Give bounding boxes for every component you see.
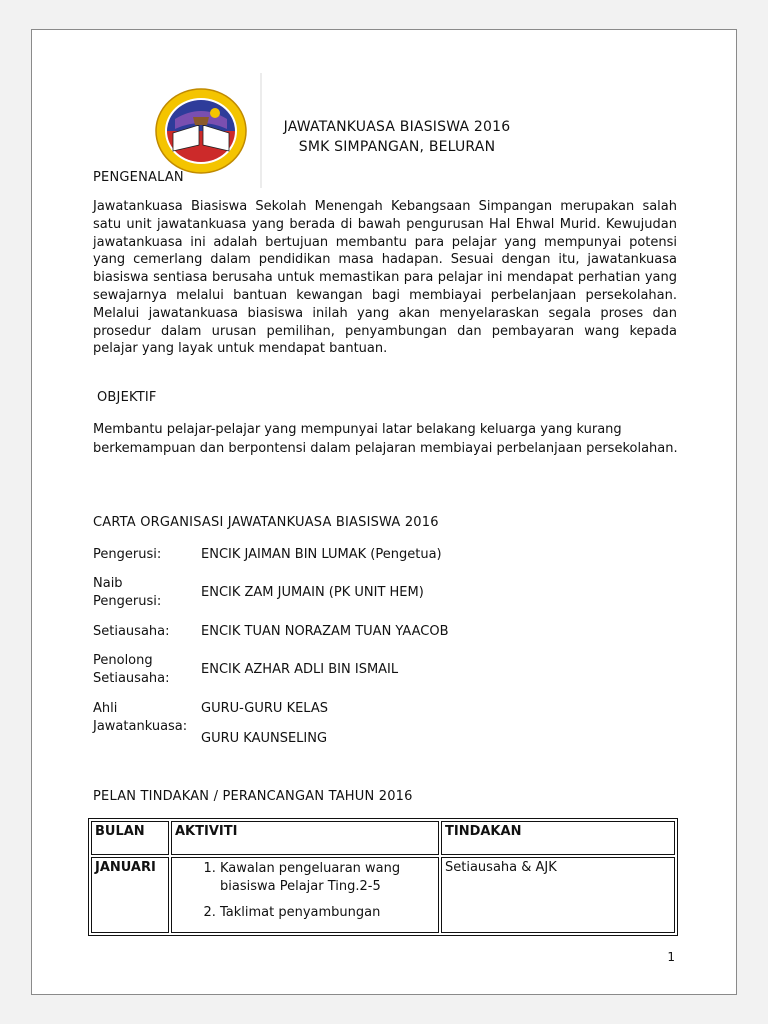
org-label-penolong-setiausaha bbox=[93, 652, 170, 688]
org-label-naib-pengerusi bbox=[93, 575, 161, 611]
org-label-line: Ahli bbox=[93, 701, 118, 716]
header-title-line1: JAWATANKUASA BIASISWA 2016 bbox=[283, 119, 511, 135]
org-value-ahli-line2: GURU KAUNSELING bbox=[201, 731, 328, 746]
org-label-line: Penolong bbox=[93, 653, 153, 668]
org-label-pengerusi: Pengerusi: bbox=[93, 547, 162, 562]
list-item: 2. Taklimat penyambungan bbox=[220, 904, 435, 922]
activity-list bbox=[175, 860, 435, 922]
column-header-tindakan: TINDAKAN bbox=[441, 821, 675, 855]
pengenalan-heading: PENGENALAN bbox=[93, 170, 184, 185]
org-value-ahli-line1: GURU-GURU KELAS bbox=[201, 701, 328, 716]
org-value-pengerusi: ENCIK JAIMAN BIN LUMAK (Pengetua) bbox=[201, 547, 442, 562]
document-header bbox=[232, 117, 562, 157]
pengenalan-body: Jawatankuasa Biasiswa Sekolah Menengah Kebangsaan Simpangan merupakan salah satu unit jawatankuasa yang berada di bawah pengurusan Hal Ehwal Murid. Kewujudan jawatankuasa ini adalah bertujuan membantu para pelajar yang mempunyai potensi yang cemerlang dalam pendidikan masa hadapan. Sesuai dengan itu, jawatankuasa biasiswa sentiasa berusaha untuk memastikan para pelajar ini mendapat perhatian yang sewajarnya melalui bantuan kewangan bagi membiayai perbelanjaan persekolahan. Melalui jawatankuasa biasiswa inilah yang akan menyelaraskan segala proses dan prosedur dalam urusan pemilihan, penyambungan dan pembayaran wang kepada pelajar yang layak untuk mendapat bantuan. bbox=[93, 199, 677, 357]
org-label-line: Jawatankuasa: bbox=[93, 719, 188, 734]
cell-bulan: JANUARI bbox=[91, 857, 169, 933]
org-label-line: Setiausaha: bbox=[93, 671, 170, 686]
org-value-setiausaha: ENCIK TUAN NORAZAM TUAN YAACOB bbox=[201, 624, 449, 639]
org-label-setiausaha: Setiausaha: bbox=[93, 624, 170, 639]
org-label-line: Pengerusi: bbox=[93, 594, 162, 609]
pelan-heading: PELAN TINDAKAN / PERANCANGAN TAHUN 2016 bbox=[93, 789, 413, 804]
org-label-ahli-jawatankuasa bbox=[93, 700, 187, 736]
header-title-line2: SMK SIMPANGAN, BELURAN bbox=[298, 139, 496, 155]
list-item: 1. Kawalan pengeluaran wang biasiswa Pelajar Ting.2-5 bbox=[220, 860, 435, 896]
document-page bbox=[31, 29, 737, 995]
table-row bbox=[91, 857, 675, 933]
column-header-aktiviti: AKTIVITI bbox=[171, 821, 439, 855]
org-value-naib-pengerusi: ENCIK ZAM JUMAIN (PK UNIT HEM) bbox=[201, 585, 424, 600]
org-value-penolong-setiausaha: ENCIK AZHAR ADLI BIN ISMAIL bbox=[201, 662, 399, 677]
objektif-body: Membantu pelajar-pelajar yang mempunyai latar belakang keluarga yang kurang berkemampuan dan berpontensi dalam pelajaran membiayai perbelanjaan persekolahan. bbox=[93, 422, 678, 456]
page-number: 1 bbox=[667, 950, 675, 964]
org-label-line: Naib bbox=[93, 576, 123, 591]
objektif-heading: OBJEKTIF bbox=[97, 390, 157, 405]
plan-table bbox=[88, 818, 678, 936]
column-header-bulan: BULAN bbox=[91, 821, 169, 855]
table-header-row bbox=[91, 821, 675, 855]
cell-tindakan: Setiausaha & AJK bbox=[441, 857, 675, 933]
carta-heading: CARTA ORGANISASI JAWATANKUASA BIASISWA 2016 bbox=[93, 515, 439, 530]
cell-aktiviti bbox=[171, 857, 439, 933]
